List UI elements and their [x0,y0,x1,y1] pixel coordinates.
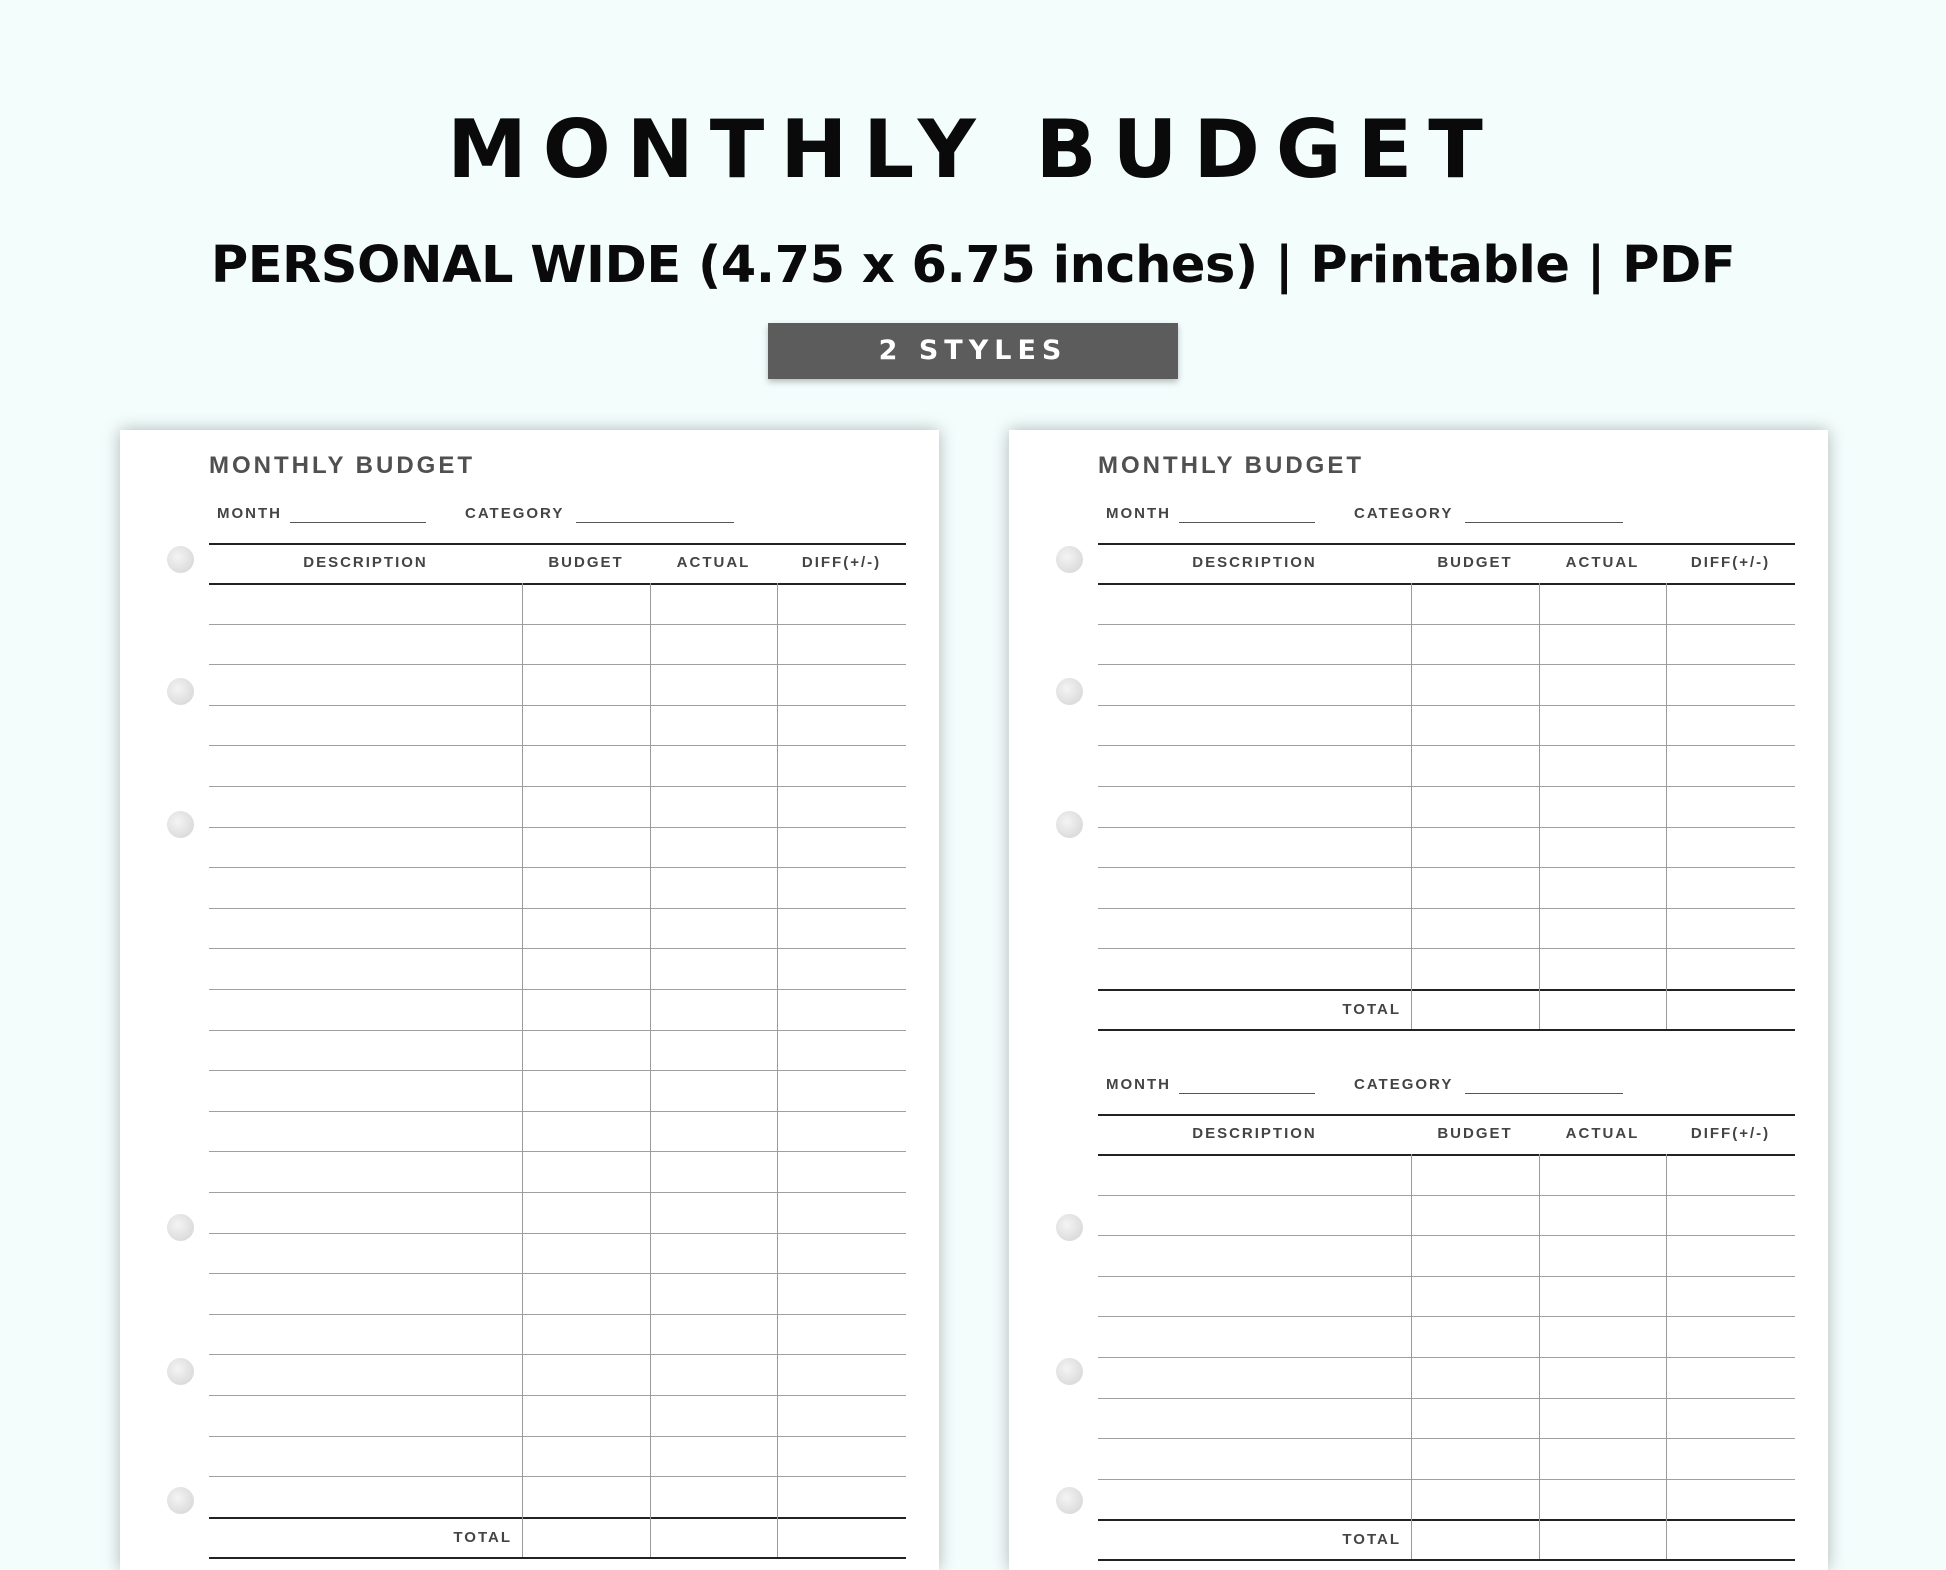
table-row-rule [209,1395,906,1396]
month-field[interactable] [1179,522,1315,523]
column-divider [1539,1154,1540,1559]
table-row-rule [209,786,906,787]
page-subtitle: PERSONAL WIDE (4.75 x 6.75 inches) | Printable | PDF [210,236,1736,295]
category-label: CATEGORY [465,505,565,522]
column-divider [1666,1154,1667,1559]
binder-hole [167,1214,194,1241]
table-row-rule [1098,1316,1795,1317]
table-row-rule [1098,867,1795,868]
table-row-rule [209,1314,906,1315]
column-header-actual: ACTUAL [676,554,751,571]
table-row-rule [209,1354,906,1355]
table-row-rule [1098,786,1795,787]
column-header-diff: DIFF(+/-) [1690,554,1771,571]
column-header-diff: DIFF(+/-) [1690,1125,1771,1142]
column-divider [777,583,778,1557]
column-header-budget: BUDGET [1437,1125,1513,1142]
binder-hole [1056,1214,1083,1241]
table-row-rule [209,624,906,625]
column-divider [1539,583,1540,1029]
table-row-rule [209,1233,906,1234]
total-label: TOTAL [1342,1001,1401,1018]
table-row-rule [1098,745,1795,746]
table-row-rule [209,705,906,706]
table-row-rule [1098,827,1795,828]
total-top-rule [209,1517,906,1519]
month-label: MONTH [1106,1076,1171,1093]
month-field[interactable] [1179,1093,1315,1094]
month-field[interactable] [290,522,426,523]
table-row-rule [1098,948,1795,949]
month-label: MONTH [1106,505,1171,522]
total-bottom-rule [209,1557,906,1559]
binder-hole [167,678,194,705]
table-row-rule [209,1151,906,1152]
month-label: MONTH [217,505,282,522]
table-row-rule [209,867,906,868]
table-row-rule [209,989,906,990]
table-row-rule [1098,1398,1795,1399]
table-header-bottom-rule [209,583,906,585]
table-header-top-rule [209,543,906,545]
table-row-rule [1098,1479,1795,1480]
planner-sheet-style-1 [120,430,939,1570]
table-row-rule [1098,624,1795,625]
table-header-top-rule [1098,543,1795,545]
binder-hole [1056,1358,1083,1385]
binder-hole [167,811,194,838]
column-header-actual: ACTUAL [1565,1125,1640,1142]
category-field[interactable] [576,522,734,523]
total-top-rule [1098,989,1795,991]
binder-hole [167,1487,194,1514]
sheet-title: MONTHLY BUDGET [1098,452,1365,479]
table-row-rule [209,1273,906,1274]
column-header-diff: DIFF(+/-) [801,554,882,571]
table-row-rule [1098,1235,1795,1236]
table-header-bottom-rule [1098,583,1795,585]
total-bottom-rule [1098,1559,1795,1561]
column-header-description: DESCRIPTION [1192,554,1317,571]
category-label: CATEGORY [1354,1076,1454,1093]
table-row-rule [1098,1195,1795,1196]
binder-hole [167,1358,194,1385]
column-divider [522,583,523,1557]
styles-badge: 2 STYLES [768,323,1178,379]
table-row-rule [209,948,906,949]
table-row-rule [209,1476,906,1477]
column-divider [650,583,651,1557]
total-label: TOTAL [1342,1531,1401,1549]
binder-hole [1056,678,1083,705]
column-divider [1411,1154,1412,1559]
total-bottom-rule [1098,1029,1795,1031]
table-header-bottom-rule [1098,1154,1795,1156]
binder-hole [1056,811,1083,838]
total-top-rule [1098,1519,1795,1521]
category-field[interactable] [1465,1093,1623,1094]
table-row-rule [1098,664,1795,665]
table-row-rule [209,1436,906,1437]
column-header-budget: BUDGET [548,554,624,571]
page-title: MONTHLY BUDGET [447,103,1499,196]
table-row-rule [1098,705,1795,706]
column-divider [1666,583,1667,1029]
table-row-rule [209,827,906,828]
table-row-rule [209,1070,906,1071]
category-field[interactable] [1465,522,1623,523]
table-row-rule [1098,908,1795,909]
column-divider [1411,583,1412,1029]
table-row-rule [209,664,906,665]
table-row-rule [1098,1276,1795,1277]
column-header-description: DESCRIPTION [303,554,428,571]
column-header-description: DESCRIPTION [1192,1125,1317,1142]
binder-hole [1056,1487,1083,1514]
category-label: CATEGORY [1354,505,1454,522]
table-header-top-rule [1098,1114,1795,1116]
table-row-rule [1098,1438,1795,1439]
column-header-budget: BUDGET [1437,554,1513,571]
table-row-rule [209,1030,906,1031]
binder-hole [167,546,194,573]
table-row-rule [1098,1357,1795,1358]
column-header-actual: ACTUAL [1565,554,1640,571]
sheet-title: MONTHLY BUDGET [209,452,476,479]
planner-sheet-style-2 [1009,430,1828,1570]
binder-hole [1056,546,1083,573]
table-row-rule [209,1111,906,1112]
table-row-rule [209,745,906,746]
table-row-rule [209,908,906,909]
table-row-rule [209,1192,906,1193]
total-label: TOTAL [453,1528,512,1546]
